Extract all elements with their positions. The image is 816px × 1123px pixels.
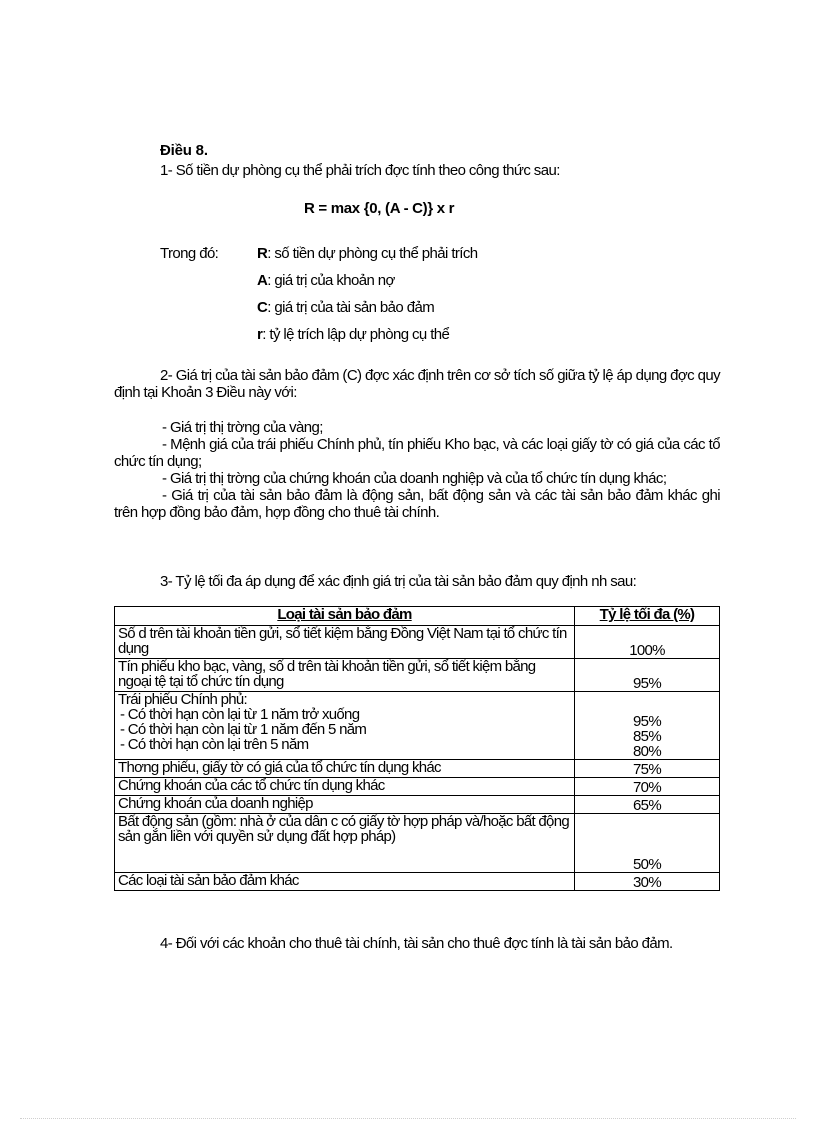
bullet-item: - Giá trị của tài sản bảo đảm là động sản, bất động sản và các tài sản bảo đảm khác ghi trên hợp đồng bảo đảm, hợp đồng cho thuê tài chính. — [114, 487, 720, 521]
definition-symbol: C — [257, 299, 268, 316]
row-label: Số d trên tài khoản tiền gửi, sổ tiết kiệm bằng Đồng Việt Nam tại tổ chức tín dụng — [115, 626, 575, 659]
collateral-rate-table — [114, 606, 720, 891]
sub-row-label: - Có thời hạn còn lại từ 1 năm trở xuống — [120, 706, 360, 723]
row-rate: 70% — [575, 778, 720, 796]
bullet-item: - Giá trị thị trờng của vàng; — [162, 419, 323, 436]
row-rate: 95% — [575, 659, 720, 692]
paragraph-1: 1- Số tiền dự phòng cụ thể phải trích đợc tính theo công thức sau: — [160, 162, 560, 179]
bullet-item: - Mệnh giá của trái phiếu Chính phủ, tín phiếu Kho bạc, và các loại giấy tờ có giá của các tổ chức tín dụng; — [114, 436, 720, 470]
definition-text: : số tiền dự phòng cụ thể phải trích — [267, 245, 478, 262]
bullet-item: - Giá trị thị trờng của chứng khoán của doanh nghiệp và của tổ chức tín dụng khác; — [162, 470, 667, 487]
row-rate: 75% — [575, 760, 720, 778]
definition-text: : tỷ lệ trích lập dự phòng cụ thể — [262, 326, 450, 343]
table-row — [115, 873, 720, 891]
bullet-list — [114, 419, 720, 521]
definition-r-upper — [257, 245, 478, 262]
definition-symbol: R — [257, 245, 268, 262]
row-label: Chứng khoán của các tổ chức tín dụng khác — [115, 778, 575, 796]
row-label: Các loại tài sản bảo đảm khác — [115, 873, 575, 891]
page-bottom-divider — [20, 1118, 796, 1119]
table-row — [115, 796, 720, 814]
table-row — [115, 778, 720, 796]
row-rate: 100% — [575, 626, 720, 659]
sub-row-rate: 80% — [633, 743, 661, 760]
row-label: Chứng khoán của doanh nghiệp — [115, 796, 575, 814]
where-label: Trong đó: — [160, 245, 219, 262]
row-label-group — [115, 692, 575, 760]
row-rate: 65% — [575, 796, 720, 814]
definition-c — [257, 299, 434, 316]
table-row — [115, 760, 720, 778]
sub-row-rate: 85% — [633, 728, 661, 745]
definition-text: : giá trị của tài sản bảo đảm — [267, 299, 435, 316]
formula: R = max {0, (A - C)} x r — [304, 200, 455, 217]
column-header-asset-type: Loại tài sản bảo đảm — [115, 607, 575, 626]
sub-row-label: - Có thời hạn còn lại từ 1 năm đến 5 năm — [120, 721, 367, 738]
sub-row-label: - Có thời hạn còn lại trên 5 năm — [120, 736, 309, 753]
paragraph-3: 3- Tỷ lệ tối đa áp dụng để xác định giá trị của tài sản bảo đảm quy định nh sau: — [160, 573, 637, 590]
row-rate-group — [575, 692, 720, 760]
table-row — [115, 814, 720, 873]
row-label: Trái phiếu Chính phủ: — [118, 691, 248, 708]
definition-symbol: r — [257, 326, 263, 343]
definition-r-lower — [257, 326, 449, 343]
table-row — [115, 626, 720, 659]
definition-symbol: A — [257, 272, 268, 289]
row-label: Thơng phiếu, giấy tờ có giá của tổ chức tín dụng khác — [115, 760, 575, 778]
table-row-government-bonds — [115, 692, 720, 760]
paragraph-2: 2- Giá trị của tài sản bảo đảm (C) đợc xác định trên cơ sở tích số giữa tỷ lệ áp dụng đợc quy định tại Khoản 3 Điều này với: — [114, 367, 720, 401]
column-header-max-rate: Tỷ lệ tối đa (%) — [575, 607, 720, 626]
article-title: Điều 8. — [160, 142, 208, 159]
paragraph-4: 4- Đối với các khoản cho thuê tài chính, tài sản cho thuê đợc tính là tài sản bảo đảm. — [160, 935, 673, 952]
definition-text: : giá trị của khoản nợ — [267, 272, 395, 289]
row-label: Bất động sản (gồm: nhà ở của dân c có giấy tờ hợp pháp và/hoặc bất động sản gắn liền với quyền sử dụng đất hợp pháp) — [115, 814, 575, 873]
row-rate: 30% — [575, 873, 720, 891]
row-rate: 50% — [575, 814, 720, 873]
table-header-row — [115, 607, 720, 626]
table-row — [115, 659, 720, 692]
sub-row-rate: 95% — [633, 713, 661, 730]
definition-a — [257, 272, 395, 289]
row-label: Tín phiếu kho bạc, vàng, số d trên tài khoản tiền gửi, sổ tiết kiệm bằng ngoại tệ tại tổ chức tín dụng — [115, 659, 575, 692]
